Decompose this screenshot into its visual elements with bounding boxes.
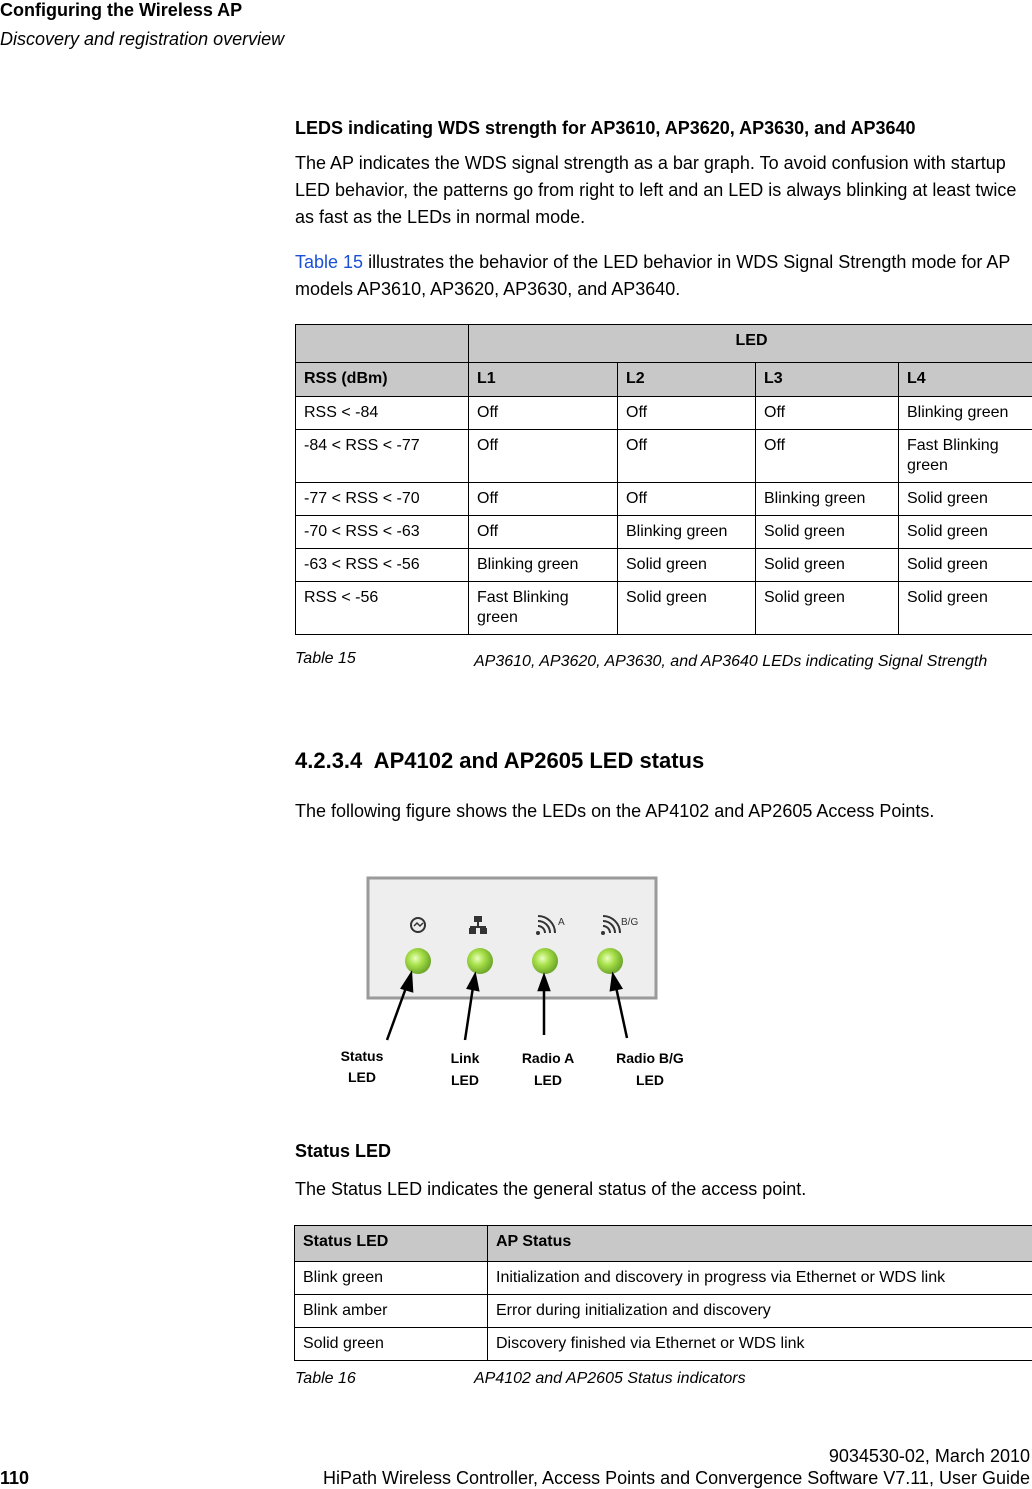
table-cell: Solid green <box>899 582 1032 635</box>
table-cell: Solid green <box>899 483 1032 516</box>
section-heading-wds-strength: LEDS indicating WDS strength for AP3610, AP3620, AP3630, and AP3640 <box>295 118 916 139</box>
table-cell: Solid green <box>756 516 899 549</box>
table-row <box>295 1328 1032 1361</box>
table-cell: Solid green <box>295 1328 488 1361</box>
table-cell: Solid green <box>756 582 899 635</box>
table-row <box>296 483 1032 516</box>
table-row <box>296 582 1032 635</box>
table15-link[interactable]: Table 15 <box>295 252 363 272</box>
table-cell: Off <box>618 483 756 516</box>
radio-bg-led-label-2: LED <box>636 1072 664 1088</box>
table-cell: Blinking green <box>618 516 756 549</box>
running-header-title: Configuring the Wireless AP <box>0 0 242 21</box>
table-15-led-signal <box>295 324 1032 635</box>
table-cell: Error during initialization and discovery <box>488 1295 1032 1328</box>
table-cell: Fast Blinking green <box>899 430 1032 483</box>
table-row <box>295 1262 1032 1295</box>
link-led-light <box>467 948 493 974</box>
table-16-status-indicators <box>294 1225 1032 1361</box>
status-led-label: Status <box>341 1048 384 1064</box>
table15-col-header: L1 <box>469 363 618 397</box>
table-cell: Off <box>469 516 618 549</box>
table-row <box>296 549 1032 582</box>
link-led-label: Link <box>451 1050 480 1066</box>
table15-col-header: L2 <box>618 363 756 397</box>
table-cell: RSS < -56 <box>296 582 469 635</box>
table-cell: Solid green <box>899 516 1032 549</box>
table-cell: -63 < RSS < -56 <box>296 549 469 582</box>
table-cell: Blinking green <box>899 397 1032 430</box>
table16-caption-label: Table 16 <box>295 1370 356 1388</box>
radio-bg-mark: B/G <box>621 917 638 928</box>
table-cell: -70 < RSS < -63 <box>296 516 469 549</box>
table-row <box>296 430 1032 483</box>
table-cell: Solid green <box>756 549 899 582</box>
table15-caption-text: AP3610, AP3620, AP3630, and AP3640 LEDs indicating Signal Strength <box>474 650 1024 673</box>
table-cell: Off <box>756 397 899 430</box>
status-led-light <box>405 948 431 974</box>
table16-col-header: Status LED <box>295 1226 488 1262</box>
section-heading-ap4102: 4.2.3.4 AP4102 and AP2605 LED status <box>295 748 704 774</box>
footer-guide-title: HiPath Wireless Controller, Access Points and Convergence Software V7.11, User Guide <box>323 1468 1030 1489</box>
table-row <box>296 516 1032 549</box>
table-cell: Off <box>618 397 756 430</box>
table15-caption-label: Table 15 <box>295 650 356 668</box>
table-cell: Blink amber <box>295 1295 488 1328</box>
table-cell: Off <box>618 430 756 483</box>
radio-a-led-light <box>532 948 558 974</box>
paragraph-status-led: The Status LED indicates the general status of the access point. <box>295 1179 806 1200</box>
section-heading-status-led: Status LED <box>295 1141 391 1162</box>
table15-col-header: RSS (dBm) <box>296 363 469 397</box>
table-cell: Blink green <box>295 1262 488 1295</box>
table-cell: Off <box>469 483 618 516</box>
table-cell: Solid green <box>618 582 756 635</box>
table-cell: Blinking green <box>756 483 899 516</box>
table-cell: Solid green <box>899 549 1032 582</box>
table-cell: Off <box>469 397 618 430</box>
table-cell: -84 < RSS < -77 <box>296 430 469 483</box>
table-cell: Off <box>756 430 899 483</box>
table16-caption-text: AP4102 and AP2605 Status indicators <box>474 1370 746 1388</box>
table15-corner-cell <box>296 325 469 363</box>
table15-group-header: LED <box>469 325 1032 363</box>
radio-bg-led-light <box>597 948 623 974</box>
table-cell: Blinking green <box>469 549 618 582</box>
radio-a-led-label: Radio A <box>522 1050 574 1066</box>
table-cell: RSS < -84 <box>296 397 469 430</box>
link-led-label-2: LED <box>451 1072 479 1088</box>
led-panel-figure <box>325 870 695 1105</box>
table-row <box>295 1295 1032 1328</box>
table-row <box>296 397 1032 430</box>
table-cell: Discovery finished via Ethernet or WDS link <box>488 1328 1032 1361</box>
radio-a-mark: A <box>558 917 565 928</box>
radio-bg-led-label: Radio B/G <box>616 1050 684 1066</box>
table-cell: Solid green <box>618 549 756 582</box>
table-cell: -77 < RSS < -70 <box>296 483 469 516</box>
footer-doc-id: 9034530-02, March 2010 <box>829 1446 1030 1467</box>
table16-col-header: AP Status <box>488 1226 1032 1262</box>
paragraph-figure-intro: The following figure shows the LEDs on the AP4102 and AP2605 Access Points. <box>295 801 934 822</box>
paragraph-table15-ref: Table 15 illustrates the behavior of the LED behavior in WDS Signal Strength mode for AP models AP3610, AP3620, AP3630, and AP3640. <box>295 249 1031 303</box>
table-cell: Initialization and discovery in progress via Ethernet or WDS link <box>488 1262 1032 1295</box>
footer-page-number: 110 <box>0 1468 29 1489</box>
table-cell: Off <box>469 430 618 483</box>
table15-col-header: L4 <box>899 363 1032 397</box>
status-led-label-2: LED <box>348 1069 376 1085</box>
running-header-subtitle: Discovery and registration overview <box>0 29 284 50</box>
radio-a-led-label-2: LED <box>534 1072 562 1088</box>
paragraph-wds-intro: The AP indicates the WDS signal strength as a bar graph. To avoid confusion with startup LED behavior, the patterns go from right to left and an LED is always blinking at least twice as fast as the LEDs in normal mode. <box>295 150 1031 231</box>
table15-col-header: L3 <box>756 363 899 397</box>
table-cell: Fast Blinking green <box>469 582 618 635</box>
